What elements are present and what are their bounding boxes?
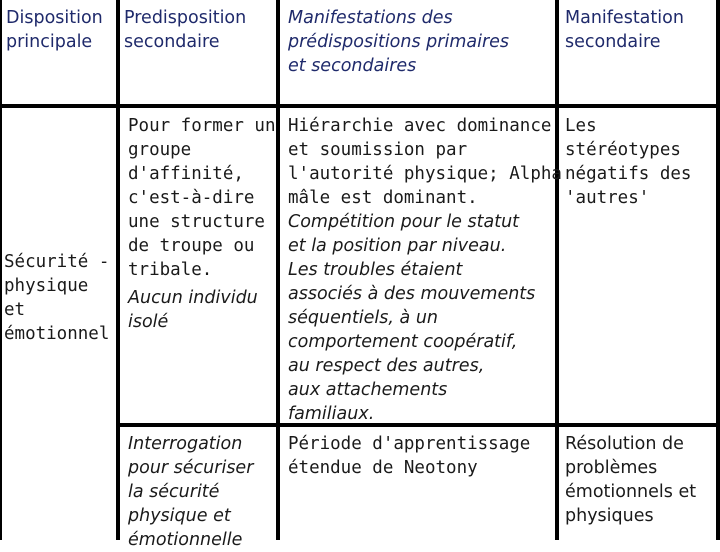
- table-divider-col3: [555, 0, 559, 540]
- table-border-right: [716, 0, 720, 540]
- header-disposition-principale: Disposition principale: [6, 8, 103, 52]
- row2-predisposition: Interrogation pour sécuriser la sécurité physique et émotionnelle: [128, 434, 254, 550]
- header-manifestations: Manifestations des prédispositions primaires et secondaires: [288, 8, 510, 76]
- row1-manifestations-text: Hiérarchie avec dominance et soumission par l'autorité physique; Alpha mâle est dominant.: [288, 116, 562, 208]
- table-divider-col2: [276, 0, 280, 540]
- row1-disposition: Sécurité - physique et émotionnel: [4, 252, 110, 344]
- header-divider: [0, 104, 720, 108]
- row1-secondary: Les stéréotypes négatifs des 'autres': [565, 116, 692, 208]
- row2-manifestations: Période d'apprentissage étendue de Neotony: [288, 434, 531, 478]
- row1-predisposition-note: Aucun individu isolé: [128, 288, 258, 332]
- row1-manifestations-note: Compétition pour le statut et la position par niveau. Les troubles étaient associés à des mouvements séquentiels, à un comportement coopératif, au respect des autres, aux attachements familiaux.: [288, 212, 536, 424]
- table-border-left: [0, 0, 2, 540]
- row1-predisposition-text: Pour former un groupe d'affinité, c'est-à-dire une structure de troupe ou tribale.: [128, 116, 276, 280]
- table-divider-col1: [116, 0, 120, 540]
- header-manifestation-secondaire: Manifestation secondaire: [565, 8, 684, 52]
- row2-secondary: Résolution de problèmes émotionnels et physiques: [565, 434, 697, 526]
- header-predisposition-secondaire: Predisposition secondaire: [124, 8, 247, 52]
